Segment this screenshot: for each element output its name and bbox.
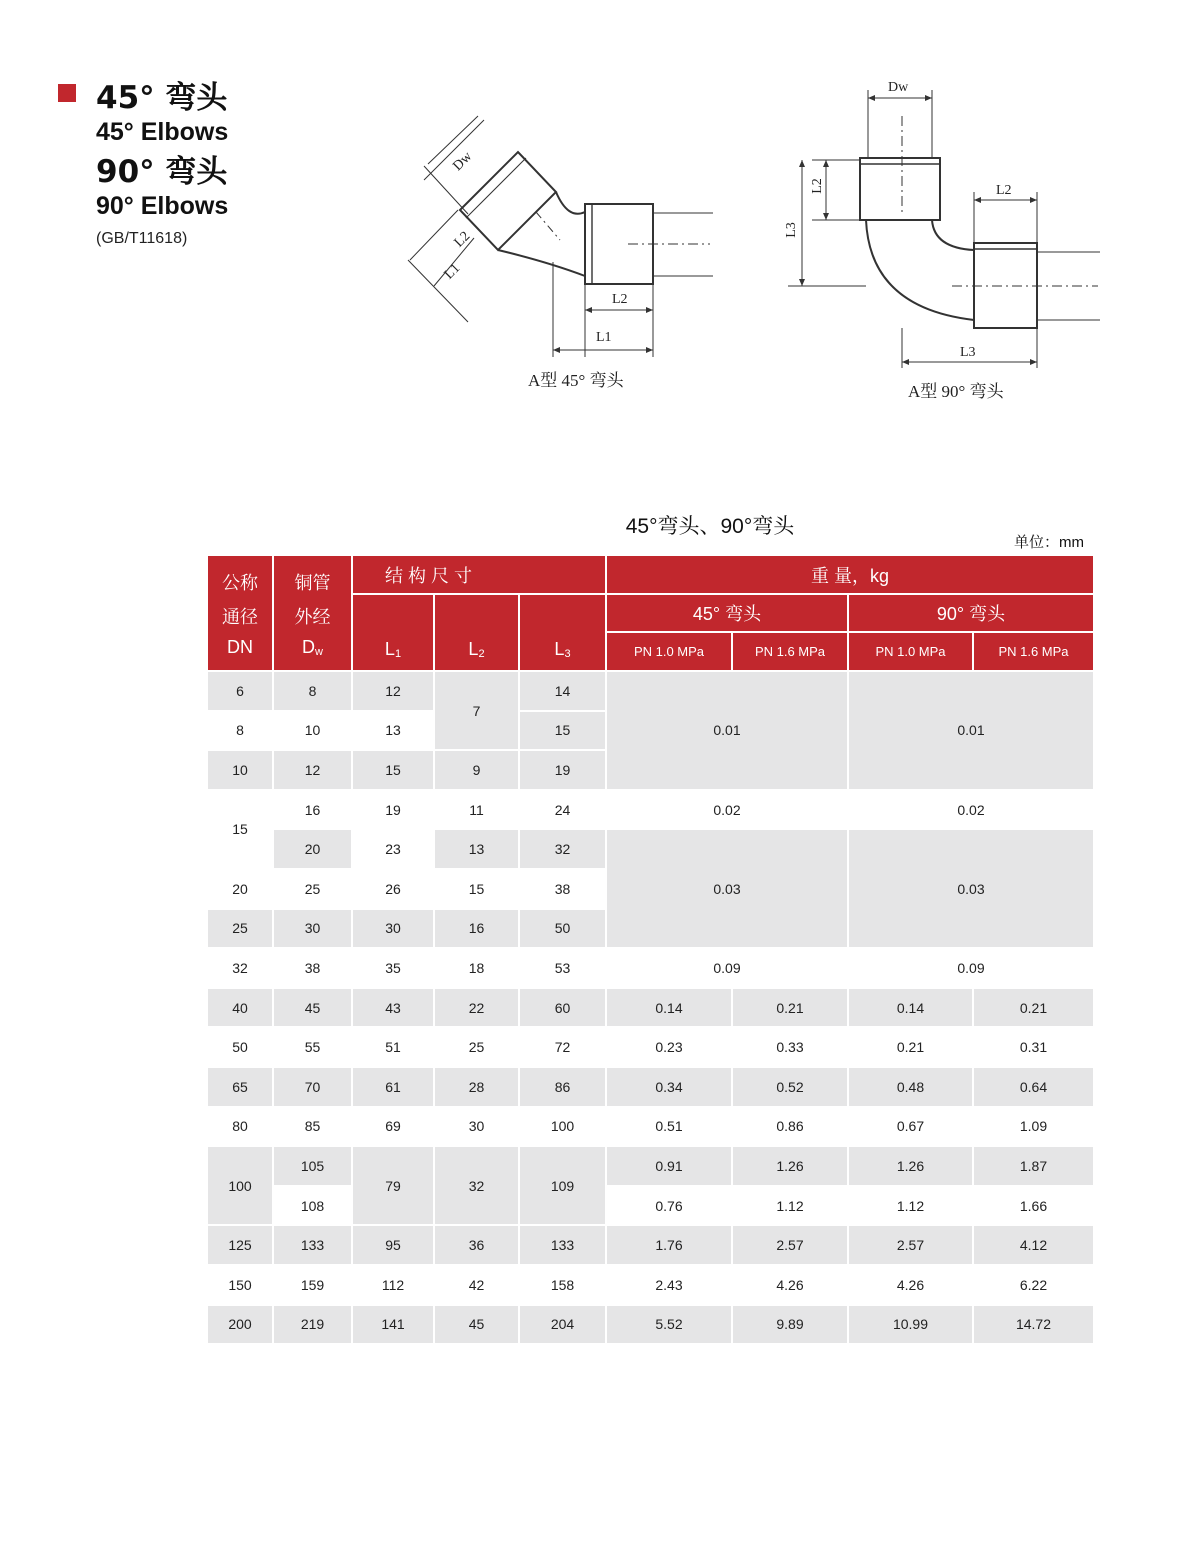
dim-label-l2-45a: L2: [451, 228, 474, 251]
caption-a45: A型 45° 弯头: [528, 371, 624, 390]
header-l3: L3: [520, 595, 605, 670]
weight-90-group3: 0.03: [849, 830, 1093, 947]
header-l1: L1: [353, 595, 433, 670]
title-90-en: 90° Elbows: [96, 192, 229, 220]
weight-45-group2: 0.02: [607, 791, 847, 829]
table-row: 100 105 79 32 109 0.91 1.26 1.26 1.87: [208, 1147, 1093, 1185]
header-elbow-90: 90° 弯头: [849, 595, 1093, 631]
caption-a90: A型 90° 弯头: [908, 382, 1004, 401]
table-row: 32 38 35 18 53 0.09 0.09: [208, 949, 1093, 987]
header-45-pn16: PN 1.6 MPa: [733, 633, 847, 670]
table-row: 10 12 15 9 19: [208, 751, 1093, 789]
dim-label-l3-90b: L3: [960, 345, 976, 360]
header-45-pn10: PN 1.0 MPa: [607, 633, 731, 670]
header-dw: 铜管 外经 Dw: [274, 556, 351, 670]
unit-label: 单位：mm: [1014, 534, 1084, 551]
elbow-90-drawing: [782, 88, 1107, 368]
dim-label-l3-90a: L3: [783, 222, 799, 238]
header-structure: 结 构 尺 寸: [353, 556, 605, 593]
dim-label-l2-90a: L2: [809, 178, 825, 194]
table-row: 8 10 13 15: [208, 712, 1093, 750]
table-title: 45°弯头、90°弯头: [625, 515, 795, 538]
dim-label-dw-90: Dw: [888, 80, 909, 95]
title-45-en: 45° Elbows: [96, 118, 229, 146]
table-row: 50 55 51 25 72 0.23 0.33 0.21 0.31: [208, 1028, 1093, 1066]
dim-label-l1-45b: L1: [596, 330, 612, 345]
title-45-cn: 45° 弯头: [96, 80, 228, 116]
standard-code: (GB/T11618): [96, 230, 188, 247]
header-weight: 重 量，kg: [607, 556, 1093, 593]
table-row: 6 8 12 7 14 0.01 0.01: [208, 672, 1093, 710]
table-row: 25 30 30 16 50: [208, 910, 1093, 948]
table-row: 40 45 43 22 60 0.14 0.21 0.14 0.21: [208, 989, 1093, 1027]
table-row: 20 23 13 32 0.03 0.03: [208, 830, 1093, 868]
elbow-45-drawing: [398, 112, 718, 362]
table-row: 80 85 69 30 100 0.51 0.86 0.67 1.09: [208, 1108, 1093, 1146]
table-row: 150 159 112 42 158 2.43 4.26 4.26 6.22: [208, 1266, 1093, 1304]
header-dn: 公称 通径 DN: [208, 556, 272, 670]
header-90-pn10: PN 1.0 MPa: [849, 633, 972, 670]
weight-45-group1: 0.01: [607, 672, 847, 789]
dim-label-l2-45b: L2: [612, 292, 628, 307]
header-elbow-45: 45° 弯头: [607, 595, 847, 631]
table-row: 200 219 141 45 204 5.52 9.89 10.99 14.72: [208, 1306, 1093, 1344]
title-90-cn: 90° 弯头: [96, 154, 228, 190]
weight-90-group4: 0.09: [849, 949, 1093, 987]
red-square-marker: [58, 84, 76, 102]
weight-45-group3: 0.03: [607, 830, 847, 947]
table-row: 15 16 19 11 24 0.02 0.02: [208, 791, 1093, 829]
table-row: 108 0.76 1.12 1.12 1.66: [208, 1187, 1093, 1225]
weight-45-group4: 0.09: [607, 949, 847, 987]
weight-90-group1: 0.01: [849, 672, 1093, 789]
table-row: 125 133 95 36 133 1.76 2.57 2.57 4.12: [208, 1226, 1093, 1264]
table-row: 20 25 26 15 38: [208, 870, 1093, 908]
header-90-pn16: PN 1.6 MPa: [974, 633, 1093, 670]
dim-label-l2-90b: L2: [996, 183, 1012, 198]
header-l2: L2: [435, 595, 518, 670]
dim-label-l1-45a: L1: [441, 260, 464, 283]
table-row: 65 70 61 28 86 0.34 0.52 0.48 0.64: [208, 1068, 1093, 1106]
dim-label-dw-45: Dw: [450, 149, 476, 175]
weight-90-group2: 0.02: [849, 791, 1093, 829]
spec-table: [206, 554, 1095, 1345]
